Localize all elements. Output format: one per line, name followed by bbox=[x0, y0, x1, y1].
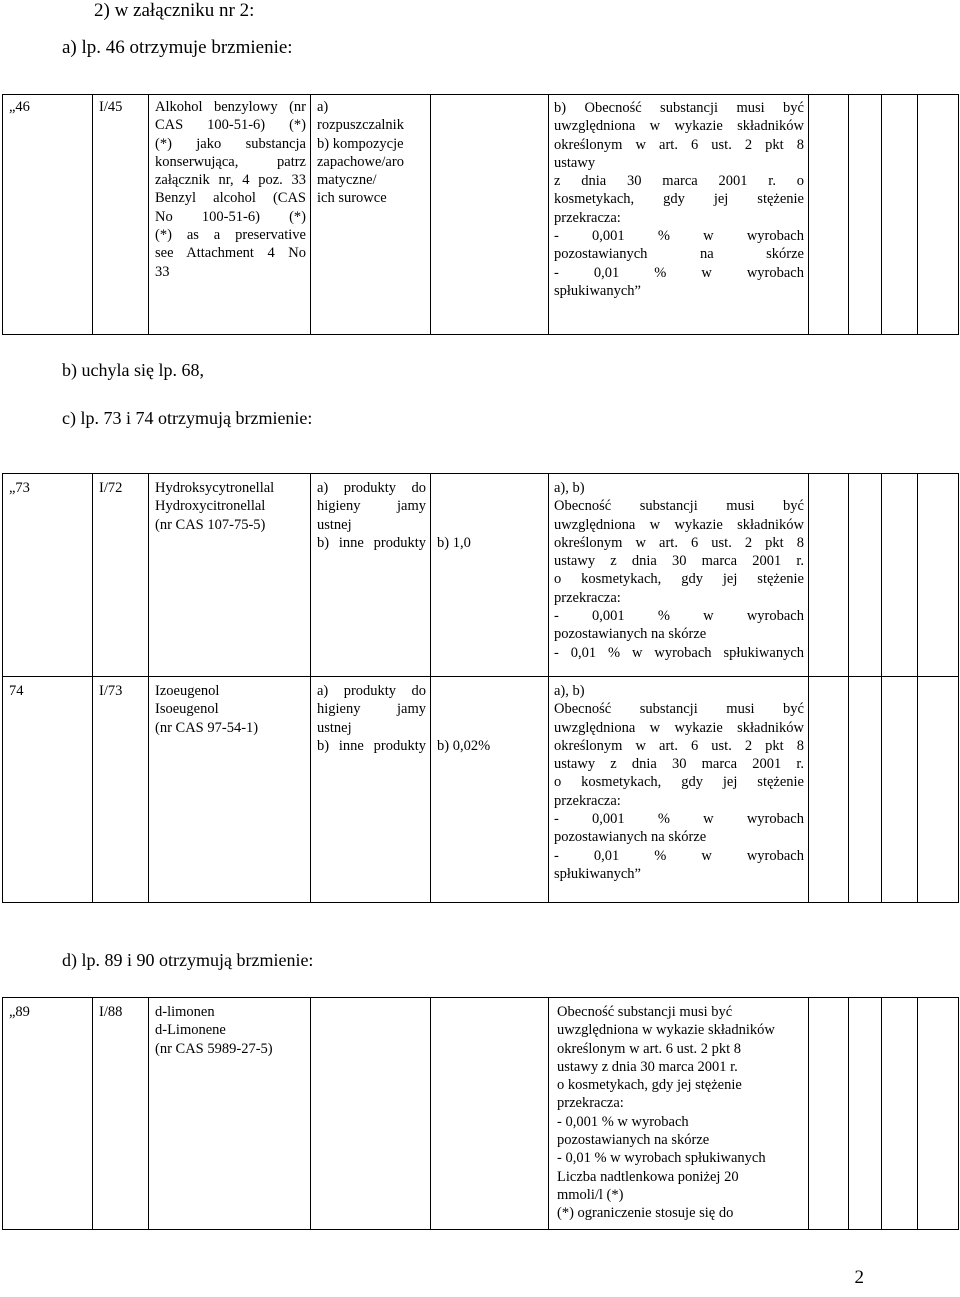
ref-cell: I/72 bbox=[93, 474, 149, 677]
empty-cell bbox=[918, 998, 959, 1230]
cell-line: matyczne/ bbox=[317, 172, 377, 189]
lp-cell: „73 bbox=[3, 474, 93, 677]
table-row bbox=[3, 998, 959, 1230]
substance-name-cell bbox=[149, 677, 311, 903]
cell-line: b) Obecność substancji musi być bbox=[554, 100, 804, 116]
cell-line: - 0,01 % w wyrobach bbox=[554, 847, 804, 864]
empty-cell bbox=[849, 998, 882, 1230]
cell-line: z dnia 30 marca 2001 r. o bbox=[554, 173, 804, 190]
cell-line: - 0,001 % w wyrobach bbox=[554, 811, 804, 828]
cell-line: uwzględniona w wykazie składników bbox=[554, 118, 804, 135]
cell-line: rozpuszczalnik bbox=[317, 117, 404, 134]
cell-line: CAS 100-51-6) (*) bbox=[155, 117, 306, 134]
heading-items-73-74: c) lp. 73 i 74 otrzymują brzmienie: bbox=[62, 408, 313, 428]
lp-cell: „89 bbox=[3, 998, 93, 1230]
cell-line: higieny jamy bbox=[317, 701, 426, 718]
empty-cell bbox=[809, 677, 849, 903]
cell-line: b) kompozycje bbox=[317, 135, 404, 152]
cell-line: b) inne produkty bbox=[317, 737, 426, 754]
lp-cell: „46 bbox=[3, 95, 93, 335]
cell-line: określonym w art. 6 ust. 2 pkt 8 bbox=[554, 534, 804, 551]
empty-cell bbox=[809, 474, 849, 677]
table-row bbox=[3, 95, 959, 335]
cell-line: kosmetykach, gdy jej stężenie bbox=[554, 191, 804, 208]
ref-cell: I/73 bbox=[93, 677, 149, 903]
substance-name-cell bbox=[149, 95, 311, 335]
cell-line: o kosmetykach, gdy jej stężenie bbox=[557, 1077, 742, 1094]
table-items-73-74 bbox=[2, 473, 959, 903]
cell-line: ustawy z dnia 30 marca 2001 r. bbox=[554, 756, 804, 773]
cell-line: (*) as a preservative bbox=[155, 227, 306, 244]
cell-line: Obecność substancji musi być bbox=[554, 701, 804, 718]
cell-line: a) bbox=[317, 99, 329, 115]
notes-cell bbox=[549, 998, 809, 1230]
cell-line: przekracza: bbox=[554, 589, 621, 606]
cell-line: 33 bbox=[155, 263, 170, 280]
empty-cell bbox=[918, 95, 959, 335]
cell-line: Alkohol benzylowy (nr bbox=[155, 99, 306, 115]
cell-line: higieny jamy bbox=[317, 498, 426, 515]
cell-line: pozostawianych na skórze bbox=[554, 246, 804, 263]
cell-line: ustawy z dnia 30 marca 2001 r. bbox=[554, 553, 804, 570]
empty-cell bbox=[849, 677, 882, 903]
cell-line: uwzględniona w wykazie składników bbox=[554, 516, 804, 533]
cell-line: Benzyl alcohol (CAS bbox=[155, 190, 306, 207]
heading-item-46: a) lp. 46 otrzymuje brzmienie: bbox=[62, 37, 293, 58]
cell-line: a) produkty do bbox=[317, 480, 426, 496]
cell-line: o kosmetykach, gdy jej stężenie bbox=[554, 571, 804, 588]
empty-cell bbox=[882, 95, 918, 335]
notes-cell bbox=[549, 677, 809, 903]
cell-line: określonym w art. 6 ust. 2 pkt 8 bbox=[554, 737, 804, 754]
empty-cell bbox=[882, 998, 918, 1230]
limit-cell: b) 0,02% bbox=[431, 677, 549, 903]
cell-line: o kosmetykach, gdy jej stężenie bbox=[554, 774, 804, 791]
notes-cell bbox=[549, 95, 809, 335]
cell-line: ustnej bbox=[317, 516, 352, 533]
cell-line: Hydroxycitronellal bbox=[155, 498, 266, 515]
cell-line: Obecność substancji musi być bbox=[557, 1004, 733, 1020]
lp-cell: 74 bbox=[3, 677, 93, 903]
heading-items-89-90: d) lp. 89 i 90 otrzymują brzmienie: bbox=[62, 950, 314, 970]
cell-line: see Attachment 4 No bbox=[155, 245, 306, 262]
heading-annex-2: 2) w załączniku nr 2: bbox=[94, 0, 255, 21]
cell-line: (*) jako substancja bbox=[155, 135, 306, 152]
cell-line: - 0,01 % w wyrobach spłukiwanych bbox=[557, 1150, 766, 1167]
cell-line: konserwująca, patrz bbox=[155, 153, 306, 170]
empty-cell bbox=[849, 474, 882, 677]
table-row bbox=[3, 677, 959, 903]
cell-line: (nr CAS 97-54-1) bbox=[155, 719, 259, 736]
cell-line: (nr CAS 5989-27-5) bbox=[155, 1040, 273, 1057]
cell-line: spłukiwanych” bbox=[554, 282, 641, 299]
notes-cell bbox=[549, 474, 809, 677]
table-row bbox=[3, 474, 959, 677]
substance-name-cell bbox=[149, 998, 311, 1230]
cell-line: określonym w art. 6 ust. 2 pkt 8 bbox=[554, 136, 804, 153]
cell-line: załącznik nr, 4 poz. 33 bbox=[155, 172, 306, 189]
cell-line: Liczba nadtlenkowa poniżej 20 bbox=[557, 1168, 739, 1185]
cell-line: Obecność substancji musi być bbox=[554, 498, 804, 515]
product-type-cell bbox=[311, 677, 431, 903]
cell-line: d-limonen bbox=[155, 1004, 215, 1020]
cell-line: przekracza: bbox=[554, 209, 621, 226]
cell-line: pozostawianych na skórze bbox=[557, 1132, 710, 1149]
cell-line: a), b) bbox=[554, 480, 585, 496]
product-type-cell bbox=[311, 474, 431, 677]
substance-name-cell bbox=[149, 474, 311, 677]
page-number: 2 bbox=[854, 1267, 864, 1288]
cell-line: spłukiwanych” bbox=[554, 865, 641, 882]
limit-cell bbox=[431, 998, 549, 1230]
cell-line: Izoeugenol bbox=[155, 683, 220, 699]
cell-line: ustawy bbox=[554, 154, 596, 171]
cell-line: ustnej bbox=[317, 719, 352, 736]
cell-line: (nr CAS 107-75-5) bbox=[155, 516, 266, 533]
cell-line: - 0,001 % w wyrobach bbox=[557, 1113, 689, 1130]
cell-line: zapachowe/aro bbox=[317, 153, 404, 170]
cell-line: - 0,01 % w wyrobach spłukiwanych bbox=[554, 644, 804, 661]
empty-cell bbox=[809, 998, 849, 1230]
cell-line: uwzględniona w wykazie składników bbox=[554, 719, 804, 736]
ref-cell: I/88 bbox=[93, 998, 149, 1230]
cell-line: - 0,001 % w wyrobach bbox=[554, 228, 804, 245]
empty-cell bbox=[918, 474, 959, 677]
product-type-cell bbox=[311, 998, 431, 1230]
cell-line: przekracza: bbox=[554, 792, 621, 809]
empty-cell bbox=[918, 677, 959, 903]
cell-line: Hydroksycytronellal bbox=[155, 480, 275, 496]
heading-item-68: b) uchyla się lp. 68, bbox=[62, 360, 204, 380]
cell-line: (*) ograniczenie stosuje się do bbox=[557, 1205, 734, 1222]
limit-cell bbox=[431, 95, 549, 335]
cell-line: d-Limonene bbox=[155, 1022, 226, 1039]
empty-cell bbox=[849, 95, 882, 335]
cell-line: przekracza: bbox=[557, 1095, 624, 1112]
product-type-cell bbox=[311, 95, 431, 335]
cell-line: a), b) bbox=[554, 683, 585, 699]
ref-cell: I/45 bbox=[93, 95, 149, 335]
cell-line: uwzględniona w wykazie składników bbox=[557, 1022, 775, 1039]
limit-cell: b) 1,0 bbox=[431, 474, 549, 677]
empty-cell bbox=[882, 474, 918, 677]
cell-line: pozostawianych na skórze bbox=[554, 626, 707, 643]
empty-cell bbox=[882, 677, 918, 903]
cell-line: a) produkty do bbox=[317, 683, 426, 699]
cell-line: określonym w art. 6 ust. 2 pkt 8 bbox=[557, 1040, 742, 1057]
table-item-46 bbox=[2, 94, 959, 335]
cell-line: b) inne produkty bbox=[317, 534, 426, 551]
cell-line: ustawy z dnia 30 marca 2001 r. bbox=[557, 1058, 738, 1075]
cell-line: - 0,01 % w wyrobach bbox=[554, 264, 804, 281]
cell-line: No 100-51-6) (*) bbox=[155, 208, 306, 225]
cell-line: Isoeugenol bbox=[155, 701, 219, 718]
cell-line: mmoli/l (*) bbox=[557, 1186, 624, 1203]
cell-line: pozostawianych na skórze bbox=[554, 829, 707, 846]
table-item-89 bbox=[2, 997, 959, 1230]
cell-line: ich surowce bbox=[317, 190, 387, 207]
empty-cell bbox=[809, 95, 849, 335]
cell-line: - 0,001 % w wyrobach bbox=[554, 608, 804, 625]
